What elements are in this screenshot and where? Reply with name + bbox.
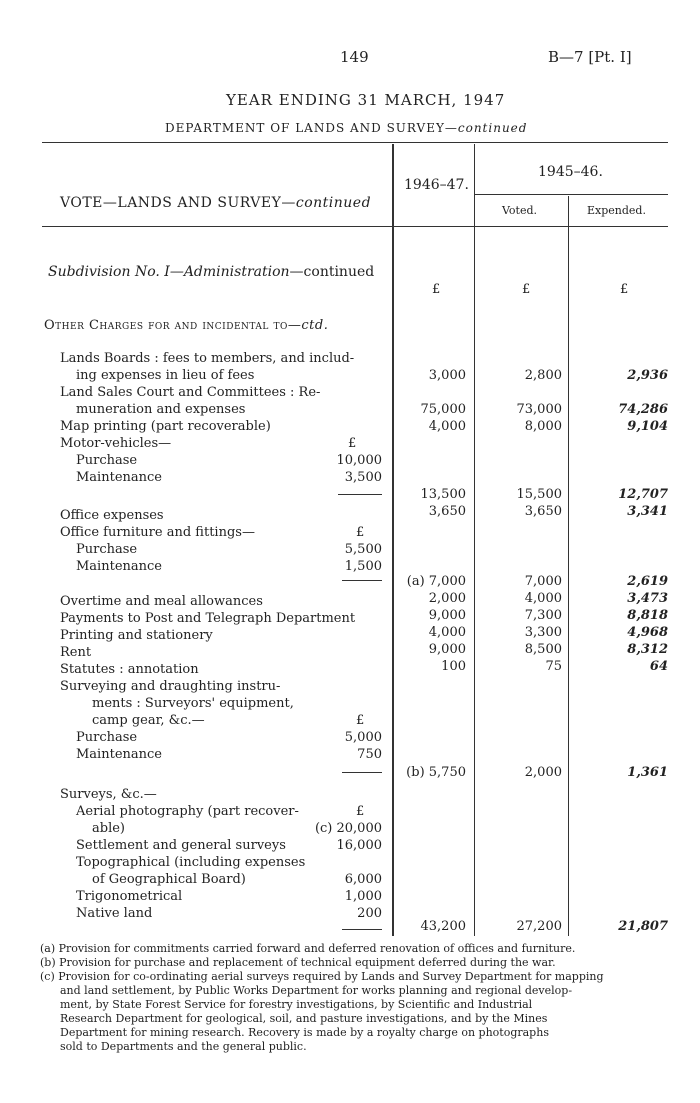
sub-total-rule (338, 494, 382, 495)
amount-1946: 2,000 (428, 591, 466, 606)
amount-1946: 9,000 (428, 608, 466, 623)
amount-expended: 8,818 (627, 608, 668, 623)
amount-voted: 3,650 (524, 504, 562, 519)
sub-label: Native land (76, 906, 153, 921)
amount-expended: 3,341 (627, 504, 668, 519)
sub-label: Maintenance (76, 470, 162, 485)
sub-amount: 5,500 (344, 542, 382, 557)
amount-voted: 15,500 (516, 487, 562, 502)
amount-1946: 43,200 (420, 919, 466, 934)
amount-1946: (b) 5,750 (406, 765, 466, 780)
amount-expended: 64 (649, 659, 668, 674)
column-divider-mid (474, 144, 475, 936)
amount-expended: 12,707 (618, 487, 668, 502)
row-label: Lands Boards : fees to members, and includ- (60, 351, 355, 366)
pound-sign-expended: £ (620, 282, 629, 297)
pound-sign-sub: £ (356, 525, 365, 540)
sub-label: Maintenance (76, 559, 162, 574)
row-label: Office furniture and fittings— (60, 525, 255, 540)
col-1945-header: 1945–46. (538, 164, 603, 180)
sub-label: Aerial photography (part recover- (76, 804, 299, 819)
amount-voted: 8,500 (524, 642, 562, 657)
sub-label: Settlement and general surveys (76, 838, 286, 853)
vote-heading (60, 196, 371, 211)
sub-amount: 5,000 (344, 730, 382, 745)
department-name: DEPARTMENT OF LANDS AND SURVEY— (165, 121, 458, 135)
department-heading (165, 121, 527, 136)
amount-1946: 13,500 (420, 487, 466, 502)
amount-expended: 3,473 (627, 591, 668, 606)
sub-total-rule (342, 772, 382, 773)
sub-amount: 10,000 (336, 453, 382, 468)
other-charges-cont: ctd. (301, 318, 329, 333)
amount-expended: 2,619 (627, 574, 668, 589)
sub-total-rule (342, 929, 382, 930)
amount-voted: 7,000 (524, 574, 562, 589)
page-number: 149 (340, 48, 369, 66)
amount-1946: 4,000 (428, 419, 466, 434)
column-divider-left (392, 144, 394, 936)
row-label: Overtime and meal allowances (60, 594, 263, 609)
department-cont: continued (457, 121, 528, 135)
footnote-c-cont: Department for mining research. Recovery is made by a royalty charge on photographs (60, 1026, 549, 1039)
other-charges-heading (44, 318, 328, 333)
sub-label-cont: of Geographical Board) (92, 872, 246, 887)
sub-amount: 750 (357, 747, 382, 762)
amount-expended: 74,286 (618, 402, 668, 417)
amount-1946: 4,000 (428, 625, 466, 640)
sub-total-rule (342, 580, 382, 581)
row-label: Surveys, &c.— (60, 787, 157, 802)
amount-1946: 3,000 (428, 368, 466, 383)
amount-expended: 21,807 (618, 919, 668, 934)
header-bottom-rule (42, 226, 668, 227)
sub-amount: 16,000 (336, 838, 382, 853)
vote-cont: continued (295, 195, 372, 211)
amount-voted: 27,200 (516, 919, 562, 934)
pound-sign-sub: £ (356, 713, 365, 728)
amount-expended: 4,968 (627, 625, 668, 640)
row-label-cont: ments : Surveyors' equipment, (92, 696, 294, 711)
sub-amount: 200 (357, 906, 382, 921)
sub-label: Trigonometrical (76, 889, 183, 904)
column-divider-right (568, 196, 569, 936)
amount-voted: 7,300 (524, 608, 562, 623)
sub-amount: 6,000 (344, 872, 382, 887)
row-label-cont: camp gear, &c.— (92, 713, 205, 728)
row-label: Printing and stationery (60, 628, 213, 643)
subdivision-title: Subdivision No. I—Administration (48, 264, 290, 280)
sub-label: Purchase (76, 542, 138, 557)
amount-1946: 3,650 (428, 504, 466, 519)
footnote-c-cont: and land settlement, by Public Works Department for works planning and regional develop- (60, 984, 573, 997)
amount-voted: 8,000 (524, 419, 562, 434)
footnote-c-cont: sold to Departments and the general public. (60, 1040, 307, 1053)
footnote-a: (a) Provision for commitments carried forward and deferred renovation of offices and furniture. (40, 942, 576, 955)
sub-label: Maintenance (76, 747, 162, 762)
row-label: Map printing (part recoverable) (60, 419, 271, 434)
subdivision-cont: —continued (289, 264, 375, 280)
header-rule-1945 (475, 194, 668, 195)
other-charges-title: Other Charges for and incidental to— (44, 318, 302, 333)
pound-sign-sub: £ (356, 804, 365, 819)
document-code: B—7 [Pt. I] (548, 48, 632, 66)
sub-amount: 3,500 (344, 470, 382, 485)
amount-voted: 2,000 (524, 765, 562, 780)
subdivision-heading (48, 265, 374, 280)
amount-voted: 2,800 (524, 368, 562, 383)
footnote-b: (b) Provision for purchase and replacement of technical equipment deferred during the war. (40, 956, 556, 969)
expended-header: Expended. (587, 204, 646, 217)
page-title: YEAR ENDING 31 MARCH, 1947 (226, 91, 506, 109)
row-label: Statutes : annotation (60, 662, 199, 677)
row-label-cont: muneration and expenses (76, 402, 246, 417)
row-label: Payments to Post and Telegraph Department (60, 611, 356, 626)
row-label: Rent (60, 645, 92, 660)
sub-label-cont: able) (92, 821, 125, 836)
amount-1946: 100 (441, 659, 466, 674)
row-label-cont: ing expenses in lieu of fees (76, 368, 255, 383)
vote-title: VOTE—LANDS AND SURVEY— (60, 195, 296, 211)
col-1946-header: 1946–47. (404, 177, 469, 193)
amount-expended: 1,361 (627, 765, 668, 780)
row-label: Office expenses (60, 508, 164, 523)
row-label: Surveying and draughting instru- (60, 679, 281, 694)
footnote-c: (c) Provision for co-ordinating aerial surveys required by Lands and Survey Department for mapping (40, 970, 604, 983)
footnote-c-cont: ment, by State Forest Service for forestry investigations, by Scientific and Industrial (60, 998, 533, 1011)
amount-expended: 9,104 (627, 419, 668, 434)
pound-sign-sub: £ (348, 436, 357, 451)
sub-label: Purchase (76, 453, 138, 468)
amount-expended: 8,312 (627, 642, 668, 657)
row-label: Motor-vehicles— (60, 436, 172, 451)
sub-label: Topographical (including expenses (76, 855, 306, 870)
footnote-c-cont: Research Department for geological, soil, and pasture investigations, and by the Mines (60, 1012, 548, 1025)
voted-header: Voted. (502, 204, 538, 217)
sub-amount: 1,500 (344, 559, 382, 574)
table-top-rule (42, 142, 668, 143)
amount-voted: 3,300 (524, 625, 562, 640)
row-label: Land Sales Court and Committees : Re- (60, 385, 321, 400)
pound-sign-voted: £ (522, 282, 531, 297)
amount-voted: 75 (545, 659, 562, 674)
pound-sign-1946: £ (432, 282, 441, 297)
sub-amount: 1,000 (344, 889, 382, 904)
amount-voted: 4,000 (524, 591, 562, 606)
amount-expended: 2,936 (627, 368, 668, 383)
amount-voted: 73,000 (516, 402, 562, 417)
sub-label: Purchase (76, 730, 138, 745)
amount-1946: (a) 7,000 (406, 574, 466, 589)
amount-1946: 75,000 (420, 402, 466, 417)
amount-1946: 9,000 (428, 642, 466, 657)
sub-amount: (c) 20,000 (314, 821, 382, 836)
